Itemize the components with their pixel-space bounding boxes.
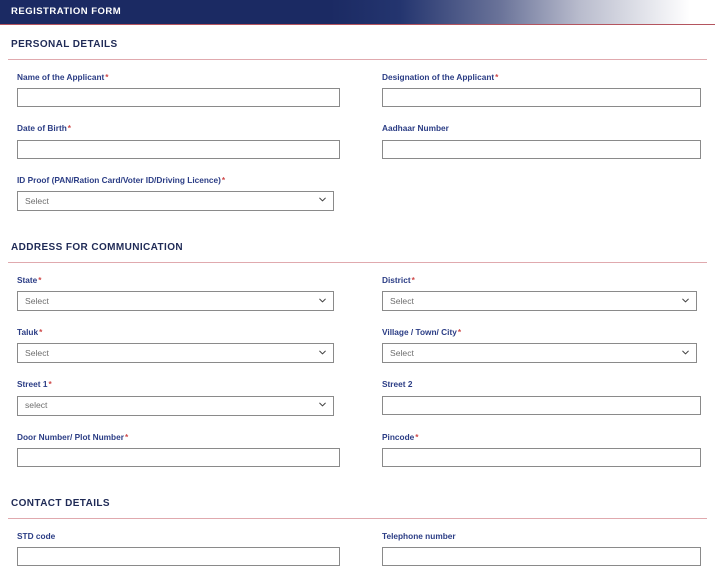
form-row [0, 276, 715, 323]
select-taluk[interactable] [17, 343, 334, 363]
form-row [0, 380, 715, 427]
label-pincode [382, 433, 715, 441]
label-aadhaar-number [382, 124, 715, 132]
label-street-1 [17, 380, 371, 388]
select-village-town-city[interactable] [382, 343, 697, 363]
form-row [0, 328, 715, 375]
input-date-of-birth[interactable] [17, 140, 340, 159]
page-title: REGISTRATION FORM [11, 6, 122, 18]
field-designation-of-the-applicant [371, 73, 715, 119]
required-asterisk: * [411, 274, 415, 285]
field-state [0, 276, 371, 323]
label-id-proof-pan-ration-card-voter-id-driving-licence [17, 176, 371, 184]
field-district [371, 276, 715, 323]
form-row [0, 124, 715, 170]
label-text: District [382, 274, 411, 285]
section-fields [0, 519, 715, 578]
label-text: Telephone number [382, 531, 456, 542]
section-title: PERSONAL DETAILS [11, 39, 118, 50]
label-text: Pincode [382, 431, 415, 442]
field-door-number-plot-number [0, 433, 371, 479]
label-text: Taluk [17, 327, 39, 338]
section-personal-details [0, 25, 715, 223]
label-text: Aadhaar Number [382, 123, 449, 134]
field-taluk [0, 328, 371, 375]
form-row [0, 73, 715, 119]
field-std-code [0, 532, 371, 578]
section-header-address-for-communication [0, 228, 715, 258]
field-aadhaar-number [371, 124, 715, 170]
select-state[interactable] [17, 291, 334, 311]
label-text: Street 2 [382, 379, 413, 390]
input-std-code[interactable] [17, 547, 340, 566]
select-id-proof-pan-ration-card-voter-id-driving-licence[interactable] [17, 191, 334, 211]
field-street-1 [0, 380, 371, 427]
section-address-for-communication [0, 228, 715, 479]
required-asterisk: * [105, 72, 109, 82]
required-asterisk: * [415, 431, 419, 442]
label-street-2 [382, 380, 715, 388]
label-text: Village / Town/ City [382, 327, 457, 338]
label-text: State [17, 274, 38, 285]
label-state [17, 276, 371, 284]
section-fields [0, 60, 715, 223]
select-value: Select [25, 195, 49, 206]
select-value: Select [390, 348, 414, 359]
field-date-of-birth [0, 124, 371, 170]
form-row [0, 176, 715, 223]
form-row [0, 532, 715, 578]
label-text: Door Number/ Plot Number [17, 431, 124, 442]
required-asterisk: * [124, 431, 129, 442]
chevron-down-icon [319, 402, 326, 409]
chevron-down-icon [319, 197, 326, 204]
required-asterisk: * [67, 123, 72, 134]
field-name-of-the-applicant [0, 73, 371, 119]
field-street-2 [371, 380, 715, 427]
form-row [0, 433, 715, 479]
input-name-of-the-applicant[interactable] [17, 88, 340, 107]
required-asterisk: * [457, 327, 462, 338]
select-value: Select [25, 295, 49, 306]
label-text: ID Proof (PAN/Ration Card/Voter ID/Driving Licence) [17, 174, 221, 185]
label-designation-of-the-applicant [382, 73, 715, 81]
required-asterisk: * [221, 174, 226, 185]
input-telephone-number[interactable] [382, 547, 701, 566]
select-street-1[interactable] [17, 396, 334, 416]
section-title: ADDRESS FOR COMMUNICATION [11, 241, 184, 253]
input-pincode[interactable] [382, 448, 701, 467]
page-title-bar [0, 0, 715, 25]
label-text: Designation of the Applicant [382, 72, 495, 82]
chevron-down-icon [682, 298, 689, 305]
section-contact-details [0, 484, 715, 578]
label-taluk [17, 328, 371, 336]
empty-cell [371, 176, 715, 223]
field-village-town-city [371, 328, 715, 375]
input-aadhaar-number[interactable] [382, 140, 701, 159]
label-std-code [17, 532, 371, 540]
select-value: select [25, 400, 48, 411]
field-pincode [371, 433, 715, 479]
label-text: Date of Birth [17, 123, 67, 134]
field-id-proof-pan-ration-card-voter-id-driving-licence [0, 176, 371, 223]
select-value: Select [390, 295, 414, 306]
section-header-contact-details [0, 484, 715, 514]
input-street-2[interactable] [382, 396, 701, 415]
section-title: CONTACT DETAILS [11, 498, 110, 510]
section-fields [0, 263, 715, 479]
label-text: Name of the Applicant [17, 72, 105, 82]
label-text: STD code [17, 531, 56, 542]
section-header-personal-details [0, 25, 715, 55]
select-district[interactable] [382, 291, 697, 311]
required-asterisk: * [38, 274, 42, 285]
label-telephone-number [382, 532, 715, 540]
chevron-down-icon [319, 298, 326, 305]
required-asterisk: * [39, 327, 43, 338]
label-door-number-plot-number [17, 433, 371, 441]
required-asterisk: * [48, 379, 52, 390]
required-asterisk: * [495, 72, 499, 82]
field-telephone-number [371, 532, 715, 578]
select-value: Select [25, 348, 49, 359]
label-date-of-birth [17, 124, 371, 132]
label-district [382, 276, 715, 284]
input-designation-of-the-applicant[interactable] [382, 88, 701, 107]
label-text: Street 1 [17, 379, 48, 390]
input-door-number-plot-number[interactable] [17, 448, 340, 467]
registration-form [0, 25, 715, 578]
chevron-down-icon [682, 350, 689, 357]
label-village-town-city [382, 328, 715, 336]
chevron-down-icon [319, 350, 326, 357]
label-name-of-the-applicant [17, 73, 371, 81]
